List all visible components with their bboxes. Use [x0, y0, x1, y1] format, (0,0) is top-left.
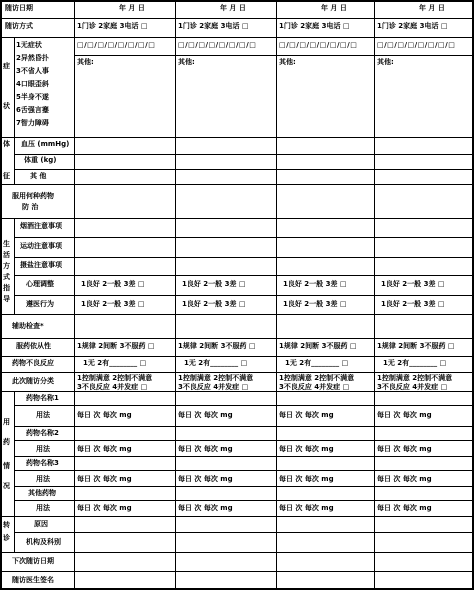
usage-col3[interactable]: 每日 次 每次 mg [279, 504, 334, 512]
symptom-item: 3不省人事 [16, 67, 49, 75]
label-visit-method: 随访方式 [5, 22, 33, 30]
symptom-item: 6舌强言蹇 [16, 106, 49, 114]
row-divider [0, 571, 474, 572]
row-divider [14, 470, 474, 471]
usage-col1[interactable]: 每日 次 每次 mg [77, 411, 132, 419]
label-institution: 机构及科别 [26, 538, 61, 546]
visit-method-col1[interactable]: 1门诊 2家庭 3电话 □ [77, 22, 148, 30]
usage-col1[interactable]: 每日 次 每次 mg [77, 445, 132, 453]
row-divider [14, 275, 474, 276]
row-divider [0, 552, 474, 553]
symptom-other-col2[interactable]: 其他: [178, 58, 195, 66]
row-divider [14, 486, 474, 487]
visit-date-col1[interactable]: 年 月 日 [119, 4, 145, 12]
symptom-other-col1[interactable]: 其他: [77, 58, 94, 66]
category-divider [14, 218, 15, 314]
visit-method-col3[interactable]: 1门诊 2家庭 3电话 □ [279, 22, 350, 30]
psych-adjust-col2[interactable]: 1良好 2一般 3差 □ [182, 280, 246, 288]
label-weight: 体重 (kg) [24, 156, 57, 164]
usage-col1[interactable]: 每日 次 每次 mg [77, 504, 132, 512]
label-reason: 原因 [34, 520, 48, 528]
label-next-date: 下次随访日期 [12, 557, 54, 565]
label-adverse: 药物不良反应 [12, 359, 54, 367]
category-divider [14, 516, 15, 552]
visit-class-col4[interactable]: 1控制满意 2控制不满意 [377, 374, 453, 382]
label-lifestyle-vert: 方 [3, 262, 10, 270]
label-exercise: 运动注意事项 [20, 242, 62, 250]
label-visit-class: 此次随访分类 [12, 377, 54, 385]
adverse-reaction-col2[interactable]: 1无 2有________ □ [184, 359, 248, 367]
label-symptoms-vert: 状 [3, 102, 10, 110]
label-smoking: 烟酒注意事项 [20, 222, 62, 230]
symptom-item: 5半身不遂 [16, 93, 49, 101]
usage-col4[interactable]: 每日 次 每次 mg [377, 445, 432, 453]
row-divider [0, 37, 474, 38]
label-blood-pressure: 血压 (mmHg) [21, 140, 70, 148]
row-divider [14, 500, 474, 501]
label-other-sign: 其 他 [30, 172, 47, 180]
usage-col2[interactable]: 每日 次 每次 mg [178, 504, 233, 512]
doctor-compliance-col3[interactable]: 1良好 2一般 3差 □ [283, 300, 347, 308]
med-compliance-col4[interactable]: 1规律 2间断 3不服药 □ [377, 342, 455, 350]
label-tcm-line2: 防 治 [22, 203, 39, 211]
visit-class-col2[interactable]: 3不良反应 4并发症 □ [178, 383, 249, 391]
visit-class-col2[interactable]: 1控制满意 2控制不满意 [178, 374, 254, 382]
label-meds-vert: 况 [3, 482, 10, 490]
label-drug1: 药物名称1 [26, 394, 59, 402]
label-psych: 心理调整 [26, 280, 54, 288]
label-lifestyle-vert: 导 [3, 295, 10, 303]
usage-col4[interactable]: 每日 次 每次 mg [377, 411, 432, 419]
row-divider [74, 55, 474, 56]
visit-class-col1[interactable]: 1控制满意 2控制不满意 [77, 374, 153, 382]
doctor-compliance-col2[interactable]: 1良好 2一般 3差 □ [182, 300, 246, 308]
symptom-boxes-col4[interactable]: □/□/□/□/□/□/□/□ [377, 41, 456, 49]
label-symptoms-vert: 症 [3, 62, 10, 70]
doctor-compliance-col4[interactable]: 1良好 2一般 3差 □ [381, 300, 445, 308]
row-divider [14, 237, 474, 238]
label-usage: 用法 [36, 504, 50, 512]
category-divider [14, 37, 15, 137]
row-divider [0, 314, 474, 315]
visit-method-col4[interactable]: 1门诊 2家庭 3电话 □ [377, 22, 448, 30]
doctor-compliance-col1[interactable]: 1良好 2一般 3差 □ [81, 300, 145, 308]
visit-class-col4[interactable]: 3不良反应 4并发症 □ [377, 383, 448, 391]
category-divider [14, 137, 15, 184]
row-divider [0, 356, 474, 357]
label-lifestyle-vert: 式 [3, 273, 10, 281]
symptom-item: 1无症状 [16, 41, 42, 49]
visit-class-col3[interactable]: 3不良反应 4并发症 □ [279, 383, 350, 391]
visit-method-col2[interactable]: 1门诊 2家庭 3电话 □ [178, 22, 249, 30]
label-referral-vert: 诊 [3, 534, 10, 542]
usage-col4[interactable]: 每日 次 每次 mg [377, 504, 432, 512]
label-meds-vert: 药 [3, 438, 10, 446]
symptom-item: 4口眼歪斜 [16, 80, 49, 88]
label-drug3: 药物名称3 [26, 459, 59, 467]
category-divider [14, 391, 15, 516]
adverse-reaction-col4[interactable]: 1无 2有________ □ [383, 359, 447, 367]
visit-date-col4[interactable]: 年 月 日 [419, 4, 445, 12]
row-divider [0, 184, 474, 185]
row-divider [0, 338, 474, 339]
usage-col2[interactable]: 每日 次 每次 mg [178, 445, 233, 453]
label-meds-vert: 情 [3, 462, 10, 470]
label-doctor-sign: 随访医生签名 [12, 576, 54, 584]
row-divider [0, 372, 474, 373]
adverse-reaction-col3[interactable]: 1无 2有________ □ [285, 359, 349, 367]
table-border-left [0, 0, 2, 590]
med-compliance-col1[interactable]: 1规律 2间断 3不服药 □ [77, 342, 155, 350]
visit-class-col1[interactable]: 3不良反应 4并发症 □ [77, 383, 148, 391]
label-usage: 用法 [36, 445, 50, 453]
table-border-top [0, 0, 474, 2]
psych-adjust-col4[interactable]: 1良好 2一般 3差 □ [381, 280, 445, 288]
visit-class-col3[interactable]: 1控制满意 2控制不满意 [279, 374, 355, 382]
usage-col3[interactable]: 每日 次 每次 mg [279, 475, 334, 483]
row-divider [0, 18, 474, 19]
label-lifestyle-vert: 生 [3, 240, 10, 248]
symptom-item: 2异然昏扑 [16, 54, 49, 62]
med-compliance-col3[interactable]: 1规律 2间断 3不服药 □ [279, 342, 357, 350]
symptom-boxes-col2[interactable]: □/□/□/□/□/□/□/□ [178, 41, 257, 49]
row-divider [14, 405, 474, 406]
label-signs-vert: 征 [3, 172, 10, 180]
label-drug2: 药物名称2 [26, 429, 59, 437]
label-med-compliance: 服药依从性 [16, 342, 51, 350]
symptom-boxes-col3[interactable]: □/□/□/□/□/□/□/□ [279, 41, 358, 49]
row-divider [14, 169, 474, 170]
usage-col2[interactable]: 每日 次 每次 mg [178, 475, 233, 483]
row-divider [14, 426, 474, 427]
label-lifestyle-vert: 活 [3, 251, 10, 259]
row-divider [14, 456, 474, 457]
visit-date-col2[interactable]: 年 月 日 [220, 4, 246, 12]
label-meds-vert: 用 [3, 418, 10, 426]
usage-col2[interactable]: 每日 次 每次 mg [178, 411, 233, 419]
usage-col3[interactable]: 每日 次 每次 mg [279, 411, 334, 419]
row-divider [14, 154, 474, 155]
adverse-reaction-col1[interactable]: 1无 2有________ □ [83, 359, 147, 367]
row-divider [14, 257, 474, 258]
med-compliance-col2[interactable]: 1规律 2间断 3不服药 □ [178, 342, 256, 350]
usage-col4[interactable]: 每日 次 每次 mg [377, 475, 432, 483]
row-divider [14, 295, 474, 296]
psych-adjust-col3[interactable]: 1良好 2一般 3差 □ [283, 280, 347, 288]
row-divider [14, 440, 474, 441]
symptom-item: 7智力障碍 [16, 119, 49, 127]
label-lifestyle-vert: 指 [3, 284, 10, 292]
usage-col1[interactable]: 每日 次 每次 mg [77, 475, 132, 483]
symptom-boxes-col1[interactable]: □/□/□/□/□/□/□/□ [77, 41, 156, 49]
label-signs-vert: 体 [3, 140, 10, 148]
label-compliance-doc: 遵医行为 [26, 300, 54, 308]
row-divider [0, 137, 474, 138]
label-other-drug: 其他药物 [28, 489, 56, 497]
label-salt: 摄盐注意事项 [20, 261, 62, 269]
visit-date-col3[interactable]: 年 月 日 [321, 4, 347, 12]
label-aux-exam: 辅助检查* [12, 322, 44, 330]
row-divider [0, 218, 474, 219]
label-usage: 用法 [36, 411, 50, 419]
row-divider [0, 516, 474, 517]
symptom-other-col4[interactable]: 其他: [377, 58, 394, 66]
symptom-other-col3[interactable]: 其他: [279, 58, 296, 66]
row-divider [14, 532, 474, 533]
label-usage: 用法 [36, 475, 50, 483]
label-tcm-line1: 服用何种药物 [12, 192, 54, 200]
psych-adjust-col1[interactable]: 1良好 2一般 3差 □ [81, 280, 145, 288]
label-visit-date: 随访日期 [5, 4, 33, 12]
label-referral-vert: 转 [3, 521, 10, 529]
usage-col3[interactable]: 每日 次 每次 mg [279, 445, 334, 453]
